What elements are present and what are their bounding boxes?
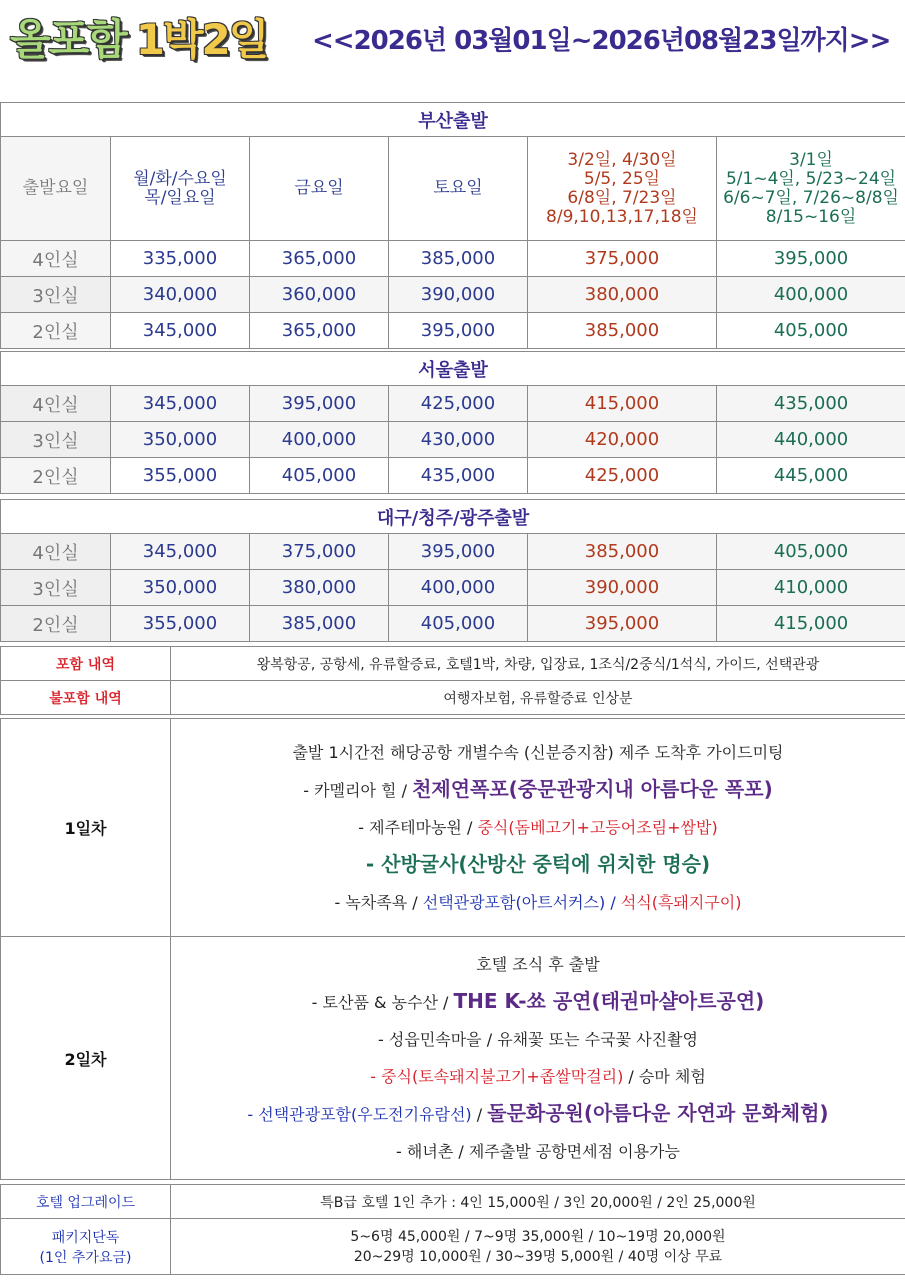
seoul-departure-title: 서울출발 (1, 352, 905, 386)
page-header (0, 0, 905, 80)
price-cell: 405,000 (250, 458, 389, 494)
day1-line: - 녹차족욕 / 선택관광포함(아트서커스) / 석식(흑돼지구이) (334, 893, 742, 912)
hotel-upgrade-label: 호텔 업그레이드 (1, 1185, 171, 1219)
price-cell: 395,000 (389, 313, 528, 349)
column-header-special-dates-2: 3/1일 5/1~4일, 5/23~24일 6/6~7일, 7/26~8/8일 8/15~16일 (717, 137, 905, 241)
table-row (1, 241, 905, 277)
price-cell: 400,000 (250, 422, 389, 458)
column-header-day: 출발요일 (1, 137, 111, 241)
price-cell: 415,000 (528, 386, 717, 422)
price-cell: 360,000 (250, 277, 389, 313)
day2-line: - 성읍민속마을 / 유채꽃 또는 수국꽃 사진촬영 (378, 1030, 698, 1049)
column-header-weekdays: 월/화/수요일 목/일요일 (111, 137, 250, 241)
price-cell: 425,000 (528, 458, 717, 494)
product-title (10, 12, 267, 68)
hotel-upgrade-value: 특B급 호텔 1인 추가 : 4인 15,000원 / 3인 20,000원 / 2인 25,000원 (171, 1185, 905, 1219)
price-cell: 355,000 (111, 606, 250, 642)
price-cell: 340,000 (111, 277, 250, 313)
price-cell: 425,000 (389, 386, 528, 422)
price-cell: 380,000 (250, 570, 389, 606)
daegu-departure-title: 대구/청주/광주출발 (1, 500, 905, 534)
price-cell: 410,000 (717, 570, 905, 606)
room-type: 4인실 (1, 241, 111, 277)
table-row (1, 386, 905, 422)
itinerary-table (0, 718, 905, 1180)
day1-line: - 제주테마농원 / 중식(돔베고기+고등어조림+쌈밥) (358, 818, 718, 837)
room-type: 4인실 (1, 534, 111, 570)
included-label: 포함 내역 (1, 647, 171, 681)
price-cell: 395,000 (717, 241, 905, 277)
price-cell: 405,000 (389, 606, 528, 642)
included-value: 왕복항공, 공항세, 유류할증료, 호텔1박, 차량, 입장료, 1조식/2중식/1석식, 가이드, 선택관광 (171, 647, 905, 681)
solo-package-value: 5~6명 45,000원 / 7~9명 35,000원 / 10~19명 20,000원 20~29명 10,000원 / 30~39명 5,000원 / 40명 이상 무료 (171, 1219, 905, 1275)
price-cell: 405,000 (717, 313, 905, 349)
column-header-saturday: 토요일 (389, 137, 528, 241)
room-type: 3인실 (1, 422, 111, 458)
price-cell: 380,000 (528, 277, 717, 313)
price-cell: 345,000 (111, 313, 250, 349)
price-cell: 395,000 (528, 606, 717, 642)
inclusions-table (0, 646, 905, 715)
column-header-special-dates-1: 3/2일, 4/30일 5/5, 25일 6/8일, 7/23일 8/9,10,13,17,18일 (528, 137, 717, 241)
room-type: 2인실 (1, 458, 111, 494)
day2-line: - 토산품 & 농수산 / THE K-쑈 공연(태권마샬아트공연) (311, 989, 765, 1013)
price-cell: 385,000 (528, 534, 717, 570)
validity-period: <<2026년 03월01일~2026년08월23일까지>> (312, 26, 891, 56)
room-type: 3인실 (1, 570, 111, 606)
table-row (1, 606, 905, 642)
seoul-price-table (0, 351, 905, 494)
price-cell: 390,000 (389, 277, 528, 313)
room-type: 3인실 (1, 277, 111, 313)
price-cell: 335,000 (111, 241, 250, 277)
title-part-1: 올포함 (10, 15, 126, 64)
day2-itinerary (171, 937, 905, 1180)
price-cell: 350,000 (111, 570, 250, 606)
table-row (1, 313, 905, 349)
day2-line: 호텔 조식 후 출발 (476, 955, 600, 974)
price-cell: 400,000 (717, 277, 905, 313)
price-cell: 400,000 (389, 570, 528, 606)
table-row (1, 422, 905, 458)
excluded-label: 불포함 내역 (1, 681, 171, 715)
extras-table (0, 1184, 905, 1275)
daegu-price-table (0, 499, 905, 642)
price-cell: 355,000 (111, 458, 250, 494)
table-row (1, 458, 905, 494)
price-cell: 430,000 (389, 422, 528, 458)
busan-price-table (0, 102, 905, 349)
day1-label: 1일차 (1, 719, 171, 937)
day2-line: - 선택관광포함(우도전기유람선) / 돌문화공원(아름다운 자연과 문화체험) (247, 1101, 829, 1125)
table-row (1, 277, 905, 313)
price-cell: 345,000 (111, 386, 250, 422)
day1-line: - 산방굴사(산방산 중턱에 위치한 명승) (365, 852, 711, 876)
room-type: 4인실 (1, 386, 111, 422)
table-row (1, 534, 905, 570)
day2-line: - 해녀촌 / 제주출발 공항면세점 이용가능 (396, 1142, 680, 1161)
price-cell: 420,000 (528, 422, 717, 458)
room-type: 2인실 (1, 313, 111, 349)
price-cell: 435,000 (717, 386, 905, 422)
price-cell: 395,000 (250, 386, 389, 422)
solo-package-label: 패키지단독 (1인 추가요금) (1, 1219, 171, 1275)
price-cell: 445,000 (717, 458, 905, 494)
price-cell: 385,000 (528, 313, 717, 349)
price-cell: 405,000 (717, 534, 905, 570)
day2-line: - 중식(토속돼지불고기+좁쌀막걸리) / 승마 체험 (370, 1067, 706, 1086)
price-cell: 365,000 (250, 241, 389, 277)
day1-itinerary (171, 719, 905, 937)
title-part-2: 1박2일 (135, 15, 268, 64)
room-type: 2인실 (1, 606, 111, 642)
price-cell: 415,000 (717, 606, 905, 642)
price-cell: 345,000 (111, 534, 250, 570)
price-cell: 375,000 (250, 534, 389, 570)
day1-line: 출발 1시간전 해당공항 개별수속 (신분증지참) 제주 도착후 가이드미팅 (292, 743, 784, 762)
day1-line: - 카멜리아 힐 / 천제연폭포(중문관광지내 아름다운 폭포) (303, 777, 773, 801)
day2-label: 2일차 (1, 937, 171, 1180)
table-row (1, 570, 905, 606)
excluded-value: 여행자보험, 유류할증료 인상분 (171, 681, 905, 715)
price-cell: 365,000 (250, 313, 389, 349)
busan-departure-title: 부산출발 (1, 103, 905, 137)
column-header-friday: 금요일 (250, 137, 389, 241)
price-cell: 375,000 (528, 241, 717, 277)
price-cell: 350,000 (111, 422, 250, 458)
price-cell: 395,000 (389, 534, 528, 570)
price-cell: 435,000 (389, 458, 528, 494)
price-cell: 390,000 (528, 570, 717, 606)
price-cell: 440,000 (717, 422, 905, 458)
price-cell: 385,000 (389, 241, 528, 277)
price-cell: 385,000 (250, 606, 389, 642)
